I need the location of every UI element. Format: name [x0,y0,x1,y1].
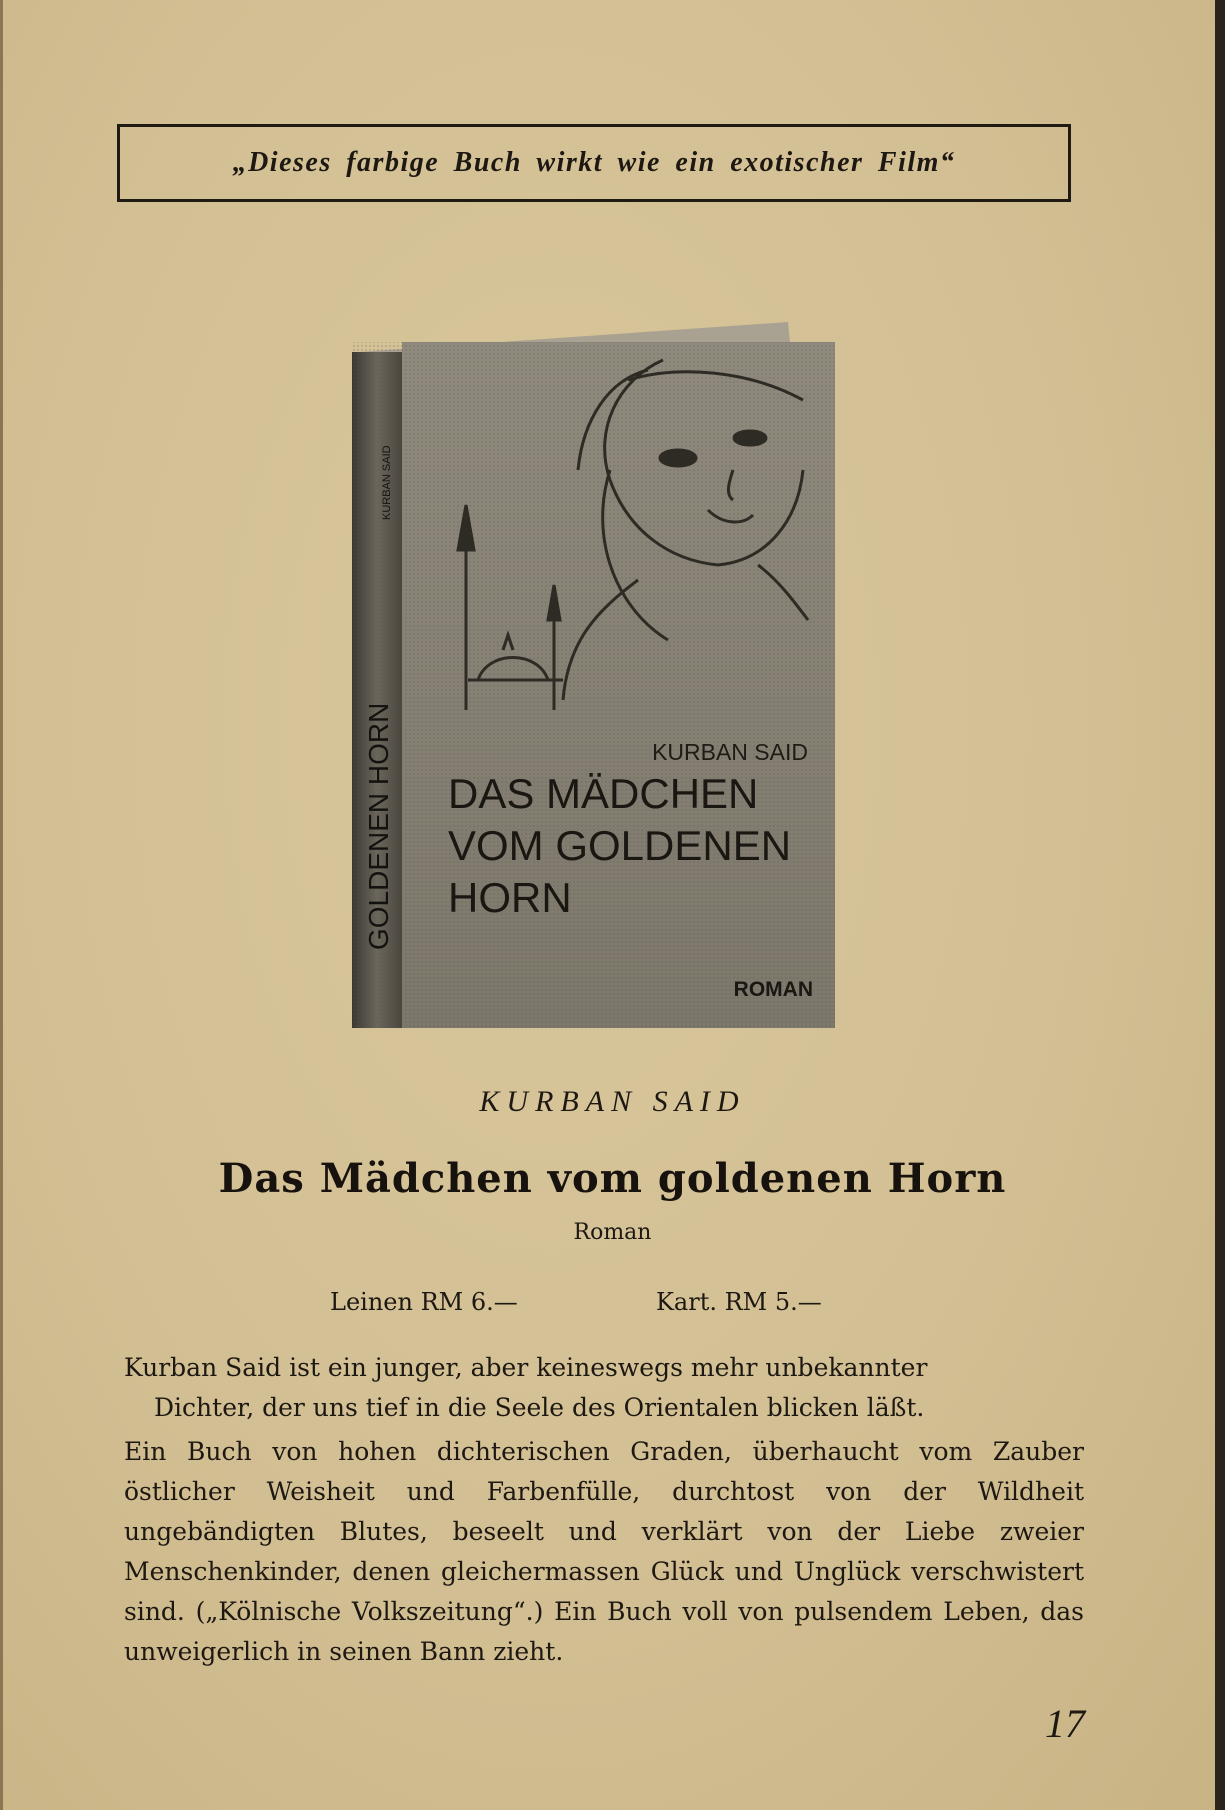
book-title: Das Mädchen vom goldenen Horn [218,1155,1007,1202]
author-name: KURBAN SAID [479,1085,746,1118]
page-left-edge [0,0,3,1810]
book-cover-illustration [348,320,848,1030]
spine-title: GOLDENEN HORN [363,702,394,950]
price-kart: Kart. RM 5.— [656,1288,822,1316]
spine-author: KURBAN SAID [381,445,393,520]
price-linen: Leinen RM 6.— [330,1288,518,1316]
description-line-1: Kurban Said ist ein junger, aber keineswegs mehr unbekannter [124,1353,928,1382]
book-cover-image [348,320,848,1030]
quote-text: „Dieses farbige Buch wirkt wie ein exotischer Film“ [232,147,956,178]
quote-box [117,124,1071,202]
page-right-edge [1215,0,1225,1810]
cover-title-line-3: HORN [448,874,572,921]
cover-title-line-1: DAS MÄDCHEN [448,770,759,817]
cover-genre: ROMAN [733,978,813,1001]
book-subtitle: Roman [573,1220,652,1245]
cover-author: KURBAN SAID [652,739,808,765]
description-paragraph-1 [124,1348,1084,1428]
description-paragraph-2: Ein Buch von hohen dichterischen Graden, überhaucht vom Zauber östlicher Weisheit und Farbenfülle, durchtost von der Wildheit ungebändigten Blutes, beseelt und verklärt von der Liebe zweier Menschenkinder, denen gleichermassen Glück und Unglück verschwistert sind. („Kölnische Volkszeitung“.) Ein Buch voll von pulsendem Leben, das unweigerlich in seinen Bann zieht. [124,1437,1084,1666]
cover-title-line-2: VOM GOLDENEN [448,822,792,869]
page-number: 17 [1045,1701,1085,1746]
description-line-2: Dichter, der uns tief in die Seele des Orientalen blicken läßt. [154,1393,925,1422]
